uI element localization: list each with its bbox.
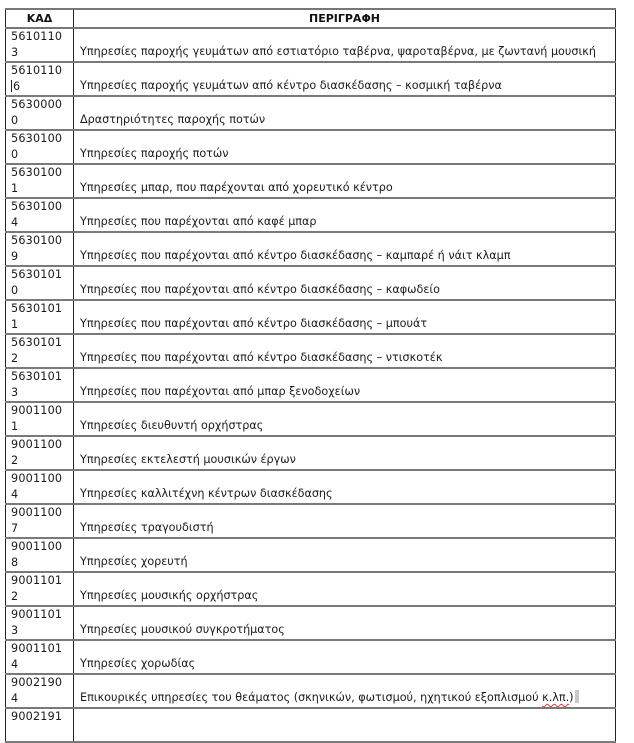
kad-code-cell[interactable] (6, 708, 74, 742)
description-cell[interactable]: Υπηρεσίες παροχής ποτών (74, 130, 616, 164)
kad-code-line2: 3 (11, 624, 19, 637)
table-row (6, 334, 616, 368)
kad-code-line2: 2 (11, 454, 19, 467)
kad-code-cell[interactable] (6, 164, 74, 198)
description-text-tail: ) (569, 691, 574, 704)
kad-code-line2: 1 (11, 182, 19, 195)
kad-code-line1: 9002191 (11, 710, 63, 723)
kad-code-line1: 5630101 (11, 302, 63, 315)
kad-code-cell[interactable] (6, 300, 74, 334)
kad-code-line1: 5610110 (11, 64, 63, 77)
kad-code-line2: 0 (11, 148, 19, 161)
table-row (6, 436, 616, 470)
kad-code-cell[interactable] (6, 334, 74, 368)
kad-code-cell[interactable] (6, 538, 74, 572)
kad-code-line2: 4 (11, 488, 19, 501)
description-cell[interactable]: Υπηρεσίες που παρέχονται από κέντρο διασκέδασης – μπουάτ (74, 300, 616, 334)
header-description: ΠΕΡΙΓΡΑΦΗ (74, 9, 616, 28)
kad-code-line1: 9001100 (11, 404, 63, 417)
description-cell[interactable]: Υπηρεσίες που παρέχονται από κέντρο διασκέδασης – ντισκοτέκ (74, 334, 616, 368)
kad-code-line2: 0 (11, 284, 19, 297)
description-cell[interactable]: Υπηρεσίες χορωδίας (74, 640, 616, 674)
description-cell[interactable]: Υπηρεσίες τραγουδιστή (74, 504, 616, 538)
description-cell[interactable]: Υπηρεσίες εκτελεστή μουσικών έργων (74, 436, 616, 470)
kad-code-cell[interactable] (6, 232, 74, 266)
kad-code-line1: 9001101 (11, 574, 63, 587)
spellcheck-flagged-word[interactable]: κ.λπ. (542, 691, 570, 704)
description-cell[interactable]: Υπηρεσίες διευθυντή ορχήστρας (74, 402, 616, 436)
kad-code-cell[interactable] (6, 470, 74, 504)
kad-code-line1: 9001100 (11, 506, 63, 519)
kad-code-line2: 4 (11, 692, 19, 705)
kad-code-line2: 0 (11, 114, 19, 127)
text-cursor-icon (11, 80, 12, 92)
kad-code-line2-with-cursor (11, 79, 73, 95)
table-row (6, 538, 616, 572)
kad-code-line1: 9002190 (11, 676, 63, 689)
kad-code-cell[interactable] (6, 436, 74, 470)
description-cell[interactable]: Υπηρεσίες που παρέχονται από καφέ μπαρ (74, 198, 616, 232)
description-cell[interactable]: Υπηρεσίες μουσικής ορχήστρας (74, 572, 616, 606)
kad-code-line2: 3 (11, 386, 19, 399)
kad-code-line1: 5630100 (11, 132, 63, 145)
kad-code-cell[interactable] (6, 130, 74, 164)
kad-codes-table (5, 8, 616, 743)
kad-code-cell[interactable] (6, 198, 74, 232)
header-kad: ΚΑΔ (6, 9, 74, 28)
table-row (6, 606, 616, 640)
kad-code-line1: 5630000 (11, 98, 63, 111)
kad-code-line2: 2 (11, 352, 19, 365)
description-cell[interactable]: Υπηρεσίες που παρέχονται από κέντρο διασκέδασης – καφωδείο (74, 266, 616, 300)
kad-code-line2: 7 (11, 522, 19, 535)
kad-code-line2: 4 (11, 658, 19, 671)
kad-code-line2: 4 (11, 216, 19, 229)
table-row (6, 402, 616, 436)
kad-code-cell[interactable] (6, 266, 74, 300)
description-text: Επικουρικές υπηρεσίες του θεάματος (σκηνικών, φωτισμού, ηχητικού εξοπλισμού (80, 691, 543, 704)
kad-code-cell[interactable] (6, 368, 74, 402)
kad-code-cell[interactable] (6, 96, 74, 130)
kad-code-line1: 5630100 (11, 166, 63, 179)
table-row (6, 198, 616, 232)
table-row (6, 504, 616, 538)
kad-code-line2: 1 (11, 420, 19, 433)
table-row (6, 368, 616, 402)
kad-code-line1: 5630101 (11, 336, 63, 349)
kad-code-line2: 1 (11, 318, 19, 331)
description-cell[interactable]: Υπηρεσίες παροχής γευμάτων από εστιατόριο ταβέρνα, ψαροταβέρνα, με ζωντανή μουσική (74, 28, 616, 62)
table-body (6, 28, 616, 742)
table-row-partial (6, 708, 616, 742)
kad-code-cell[interactable] (6, 606, 74, 640)
kad-code-cell[interactable] (6, 402, 74, 436)
kad-code-cell[interactable] (6, 640, 74, 674)
kad-code-line1: 5630100 (11, 200, 63, 213)
kad-code-line2: 6 (13, 80, 21, 93)
selection-end-marker (575, 690, 579, 703)
kad-code-line2: 9 (11, 250, 19, 263)
table-row (6, 300, 616, 334)
table-row (6, 266, 616, 300)
kad-code-line1: 9001100 (11, 540, 63, 553)
kad-code-line2: 2 (11, 590, 19, 603)
kad-code-line2: 8 (11, 556, 19, 569)
kad-code-cell[interactable] (6, 674, 74, 708)
kad-code-line1: 9001100 (11, 438, 63, 451)
description-cell[interactable]: Υπηρεσίες μουσικού συγκροτήματος (74, 606, 616, 640)
table-row (6, 96, 616, 130)
description-cell[interactable] (74, 708, 616, 742)
table-header-row (6, 9, 616, 28)
table-row (6, 28, 616, 62)
description-cell[interactable]: Δραστηριότητες παροχής ποτών (74, 96, 616, 130)
kad-code-line1: 9001101 (11, 608, 63, 621)
kad-code-cell[interactable] (6, 62, 74, 96)
kad-code-line1: 5630101 (11, 268, 63, 281)
table-row (6, 572, 616, 606)
kad-code-cell[interactable] (6, 28, 74, 62)
description-cell[interactable] (74, 674, 616, 708)
kad-code-line1: 5630100 (11, 234, 63, 247)
kad-code-line1: 5630101 (11, 370, 63, 383)
kad-code-cell[interactable] (6, 572, 74, 606)
description-cell[interactable]: Υπηρεσίες παροχής γευμάτων από κέντρο διασκέδασης – κοσμική ταβέρνα (74, 62, 616, 96)
table-row (6, 470, 616, 504)
kad-code-cell[interactable] (6, 504, 74, 538)
kad-code-line2: 3 (11, 46, 19, 59)
table-row (6, 640, 616, 674)
kad-code-line1: 9001100 (11, 472, 63, 485)
table-row (6, 130, 616, 164)
description-cell[interactable]: Υπηρεσίες που παρέχονται από κέντρο διασκέδασης – καμπαρέ ή νάιτ κλαμπ (74, 232, 616, 266)
table-row (6, 232, 616, 266)
table-row (6, 674, 616, 708)
table-row (6, 164, 616, 198)
kad-code-line1: 9001101 (11, 642, 63, 655)
description-cell[interactable]: Υπηρεσίες που παρέχονται από μπαρ ξενοδοχείων (74, 368, 616, 402)
table-row (6, 62, 616, 96)
description-cell[interactable]: Υπηρεσίες χορευτή (74, 538, 616, 572)
description-cell[interactable]: Υπηρεσίες καλλιτέχνη κέντρων διασκέδασης (74, 470, 616, 504)
kad-code-line1: 5610110 (11, 30, 63, 43)
description-cell[interactable]: Υπηρεσίες μπαρ, που παρέχονται από χορευτικό κέντρο (74, 164, 616, 198)
